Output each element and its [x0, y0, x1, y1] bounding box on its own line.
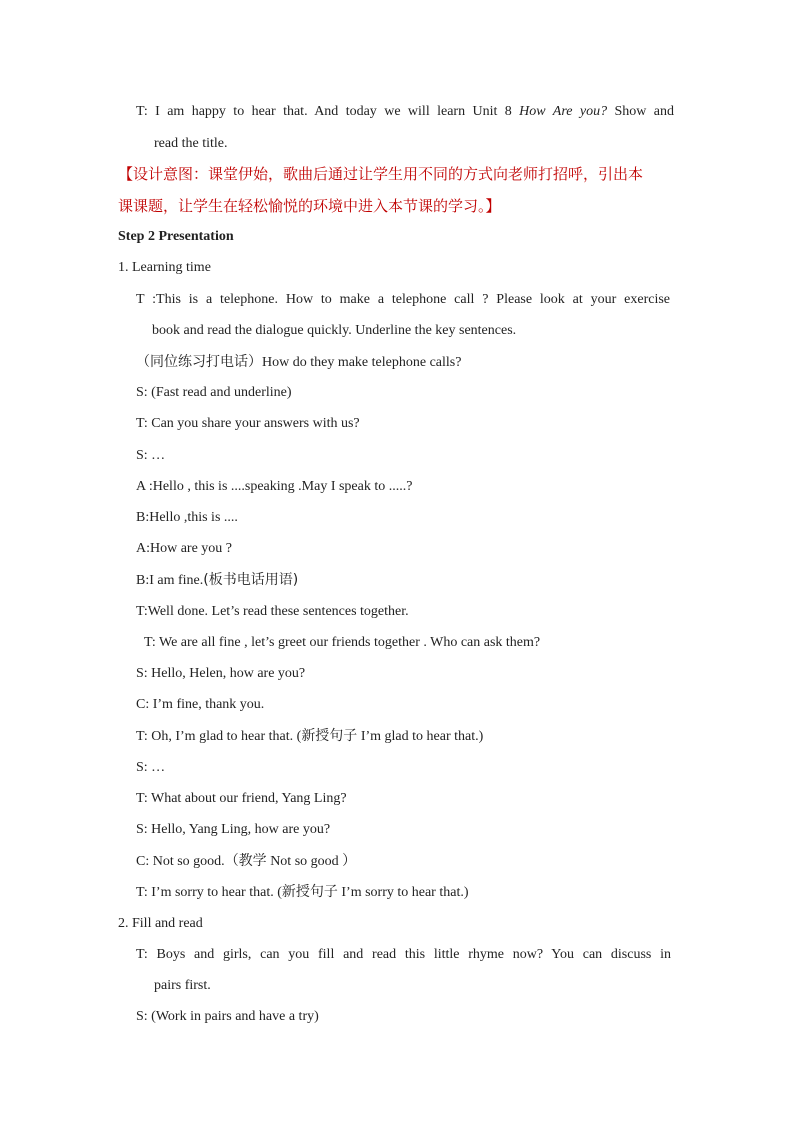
dialogue-line: T: Can you share your answers with us?	[136, 416, 360, 431]
dialogue-line: S: Hello, Yang Ling, how are you?	[136, 822, 331, 837]
text-run: I’m glad to hear that.)	[357, 729, 484, 744]
step-heading: Step 2 Presentation	[118, 229, 234, 244]
text-run: ）	[342, 853, 357, 869]
text-run: Show and	[607, 104, 674, 119]
paragraph-line	[136, 353, 461, 372]
text-run: (板书电话用语)	[203, 572, 299, 588]
design-note-line: 【设计意图：课堂伊始，歌曲后通过让学生用不同的方式向老师打招呼，引出本	[118, 165, 644, 183]
paragraph-line: S: (Work in pairs and have a try)	[136, 1009, 319, 1024]
paragraph-line: read the title.	[154, 136, 228, 151]
dialogue-line: S: Hello, Helen, how are you?	[136, 666, 306, 681]
text-run: （教学	[224, 853, 267, 869]
text-run: How do they make telephone calls?	[262, 355, 462, 370]
dialogue-line: T:Well done. Let’s read these sentences together.	[136, 604, 409, 619]
paragraph-line	[136, 103, 674, 121]
dialogue-line	[136, 727, 483, 746]
text-run: 新授句子	[301, 728, 358, 744]
text-run: T: I’m sorry to hear that. (	[136, 885, 282, 900]
text-run: B:I am fine.	[136, 573, 204, 588]
paragraph-line: T :This is a telephone. How to make a telephone call ? Please look at your exercise	[136, 292, 670, 307]
text-run: 新授句子	[281, 884, 338, 900]
paragraph-line: pairs first.	[154, 978, 211, 993]
dialogue-line: S: …	[136, 760, 166, 775]
text-run: （同位练习打电话）	[136, 354, 262, 370]
unit-title: How Are you?	[519, 104, 608, 119]
dialogue-line	[136, 883, 469, 902]
text-run: T: I am happy to hear that. And today we will learn Unit 8	[136, 104, 520, 119]
design-note-line: 课课题，让学生在轻松愉悦的环境中进入本节课的学习。】	[118, 197, 501, 215]
paragraph-line: T: Boys and girls, can you fill and read this little rhyme now? You can discuss in	[136, 947, 671, 962]
dialogue-line: A :Hello , this is ....speaking .May I speak to .....?	[136, 479, 413, 494]
dialogue-line: T: What about our friend, Yang Ling?	[136, 791, 347, 806]
dialogue-line: B:Hello ,this is ....	[136, 510, 238, 525]
paragraph-line: book and read the dialogue quickly. Underline the key sentences.	[152, 323, 517, 338]
text-run: C: Not so good.	[136, 854, 225, 869]
dialogue-line: S: (Fast read and underline)	[136, 385, 292, 400]
dialogue-line: C: I’m fine, thank you.	[136, 697, 265, 712]
text-run: T: Oh, I’m glad to hear that. (	[136, 729, 302, 744]
section-heading: 1. Learning time	[118, 260, 211, 275]
text-run: Not so good	[266, 854, 343, 869]
dialogue-line	[136, 852, 356, 871]
dialogue-line: S: …	[136, 448, 166, 463]
text-run: I’m sorry to hear that.)	[337, 885, 469, 900]
dialogue-line: A:How are you ?	[136, 541, 233, 556]
dialogue-line	[136, 571, 298, 590]
dialogue-line: T: We are all fine , let’s greet our friends together . Who can ask them?	[144, 635, 541, 650]
section-heading: 2. Fill and read	[118, 916, 203, 931]
